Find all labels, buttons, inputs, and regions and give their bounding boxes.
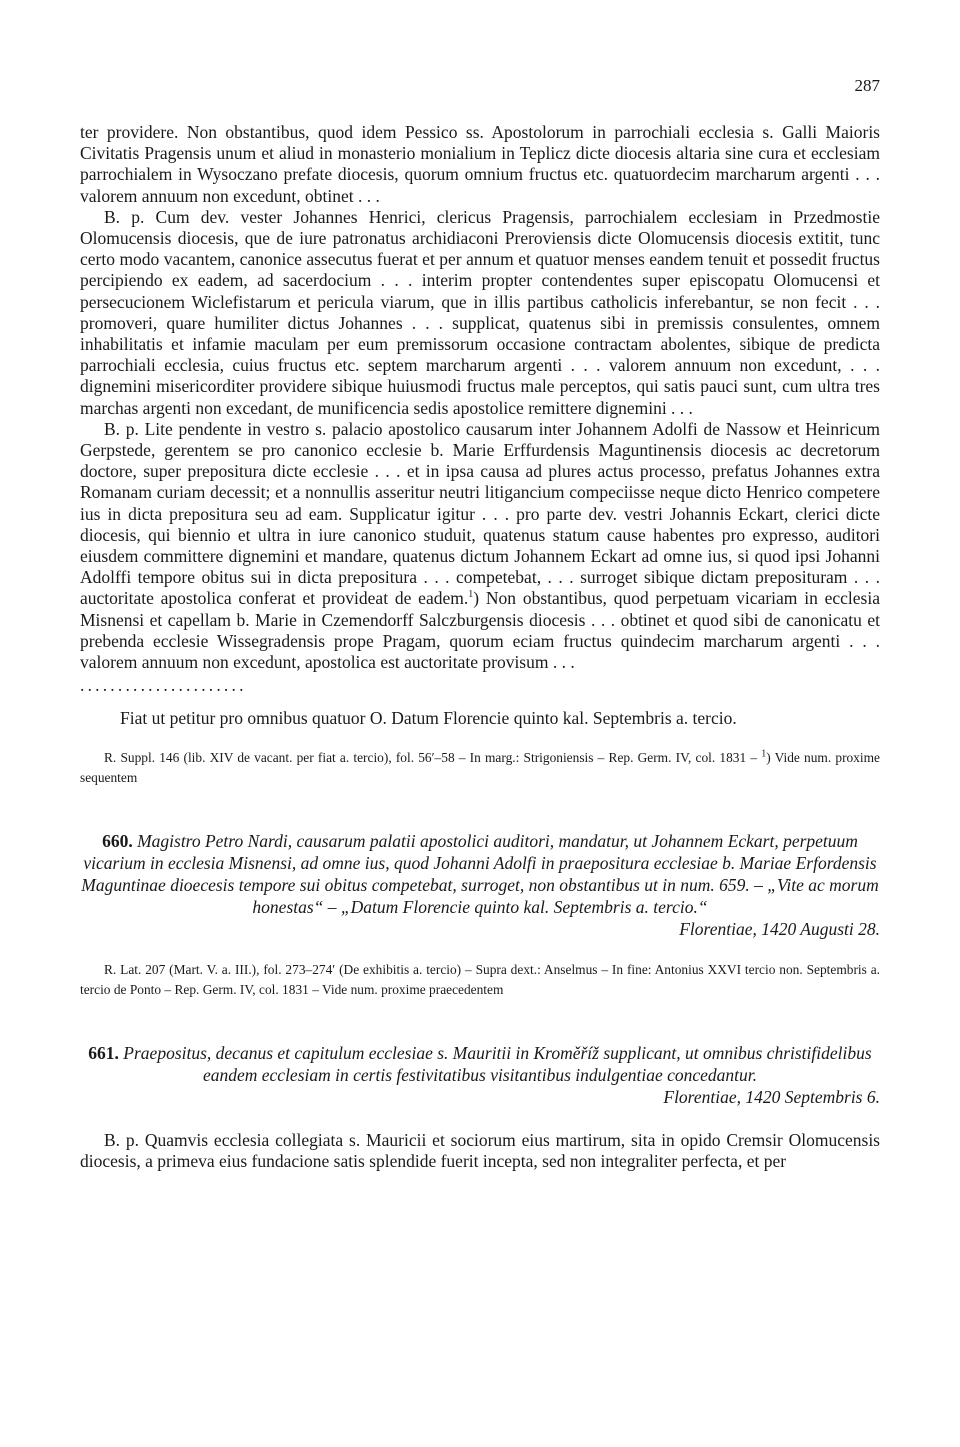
entry-659-paragraph: B. p. Cum dev. vester Johannes Henrici, clericus Pragensis, parrochialem ecclesiam in Przedmostie Olomucensis diocesis, que de iure patronatus archidiaconi Preroviensis dicte Olomucensis diocesis extitit, tunc certo modo vacantem, canonice assecutus fuerat et per annum et quatuor menses eandem tenuit et possedit fructus percipiendo ex eadem, ad sacerdocium . . . interim propter contendentes super episcopatu Olomucensi et persecucionem Wiclefistarum et pericula viarum, que in illis partibus catholicis inferebantur, se non fecit . . . promoveri, quare humiliter dictus Johannes . . . supplicat, quatenus sibi in premissis consulentes, omnem inhabilitatis et infamie maculam per eum premissorum occasione contractam abolentes, sibique de predicta parrochiali ecclesia, cuius fructus etc. septem marcharum argenti . . . valorem annuum non excedunt, . . . dignemini misericorditer providere sibique huiusmodi fructus male perceptos, qui satis pauci sunt, cum ultra tres marchas argenti non excedant, de munificencia sedis apostolice remittere dignemini . . .	[80, 206, 880, 418]
regest-text: Praepositus, decanus et capitulum ecclesiae s. Mauritii in Kroměříž supplicant, ut omnibus christifidelibus eandem ecclesiam in certis festivitatibus visitantibus indulgentiae concedantur.	[123, 1042, 872, 1085]
entry-date: Florentiae, 1420 Augusti 28.	[679, 918, 880, 939]
entry-date: Florentiae, 1420 Septembris 6.	[663, 1086, 880, 1107]
archival-note: R. Lat. 207 (Mart. V. a. III.), fol. 273–274′ (De exhibitis a. tercio) – Supra dext.: Anselmus – In fine: Antonius XXVI tercio non. Septembris a. tercio de Ponto – Rep. Germ. IV, col. 1831 – Vide num. proxime praecedentem	[80, 961, 880, 997]
entry-659-paragraph	[80, 419, 880, 673]
entry-660	[80, 830, 880, 1000]
note-text: R. Suppl. 146 (lib. XIV de vacant. per fiat a. tercio), fol. 56′–58 – In marg.: Strigoniensis – Rep. Germ. IV, col. 1831 –	[104, 749, 762, 765]
entry-659	[80, 122, 880, 788]
entry-number: 660.	[102, 830, 133, 851]
page-number: 287	[854, 76, 880, 95]
approval-formula: Fiat ut petitur pro omnibus quatuor O. Datum Florencie quinto kal. Septembris a. tercio.	[120, 708, 737, 729]
footnote-marker: 1	[761, 748, 767, 760]
page-body	[80, 122, 880, 1172]
entry-661-paragraph: B. p. Quamvis ecclesia collegiata s. Mauricii et sociorum eius martirum, sita in opido Cremsir Olomucensis diocesis, a primeva eius fundacione satis splendide fuerit incepta, sed non integraliter perfecta, et per	[80, 1129, 880, 1171]
regest-text: Magistro Petro Nardi, causarum palatii apostolici auditori, mandatur, ut Johannem Eckart, perpetuum vicarium in ecclesia Misnensi, ad omne ius, quod Johanni Adolfi in praepositura ecclesiae b. Mariae Erfordensis Maguntinae dioecesis tempore sui obitus competebat, surroget, non obstantibus ut in num. 659. – „Vite ac morum honestas“ – „Datum Florencie quinto kal. Septembris a. tercio.“	[81, 830, 879, 917]
omission-dots: ......................	[80, 675, 247, 696]
entry-number: 661.	[88, 1042, 119, 1063]
note-text: ) Vide num. proxime sequentem	[80, 749, 880, 785]
archival-note	[80, 748, 880, 788]
entry-659-paragraph: ter providere. Non obstantibus, quod idem Pessico ss. Apostolorum in parrochiali ecclesia s. Galli Maioris Civitatis Pragensis unum et aliud in monasterio monialium in Teplicz dicte diocesis altaria sine cura et ecclesiam parrochialem in Wysoczano prefate diocesis, quorum omnium fructus etc. quatuordecim marcharum argenti . . . valorem annuum non excedunt, obtinet . . .	[80, 122, 880, 206]
entry-heading	[80, 830, 880, 918]
footnote-marker: 1	[468, 589, 474, 601]
entry-heading	[80, 1042, 880, 1086]
paragraph-text: B. p. Lite pendente in vestro s. palacio apostolico causarum inter Johannem Adolfi de Nassow et Heinricum Gerpstede, gerentem se pro canonico ecclesie b. Marie Erffurdensis Maguntinensis diocesis ac decretorum doctore, super prepositura dicte ecclesie . . . et in ipsa causa ad plures actus processo, prefatus Johannes extra Romanam curiam decessit; et a nonnullis asseritur neutri litigancium compeciisse neque dicto Henrico competere ius in dicta prepositura seu ad eam. Supplicatur igitur . . . pro parte dev. vestri Johannis Eckart, clerici dicte diocesis, qui biennio et ultra in iure canonico studuit, quatenus statum cause habentes pro expresso, auditori eiusdem committere dignemini et mandare, quatenus dictum Johannem Eckart ad omne ius, si quod ipsi Johanni Adolffi tempore obitus sui in dicta prepositura . . . competebat, . . . surroget sibique dictam preposituram . . . auctoritate apostolica conferat et provideat de eadem.	[80, 418, 880, 609]
entry-661	[80, 1042, 880, 1172]
paragraph-text: ) Non obstantibus, quod perpetuam vicariam in ecclesia Misnensi et capellam b. Marie in Czemendorff Salczburgensis diocesis . . . obtinet et quod sibi de canonicatu et prebenda ecclesie Wissegradensis prope Pragam, quorum eciam fructus quindecim marcharum argenti . . . valorem annuum non excedunt, apostolica est auctoritate provisum . . .	[80, 588, 880, 673]
